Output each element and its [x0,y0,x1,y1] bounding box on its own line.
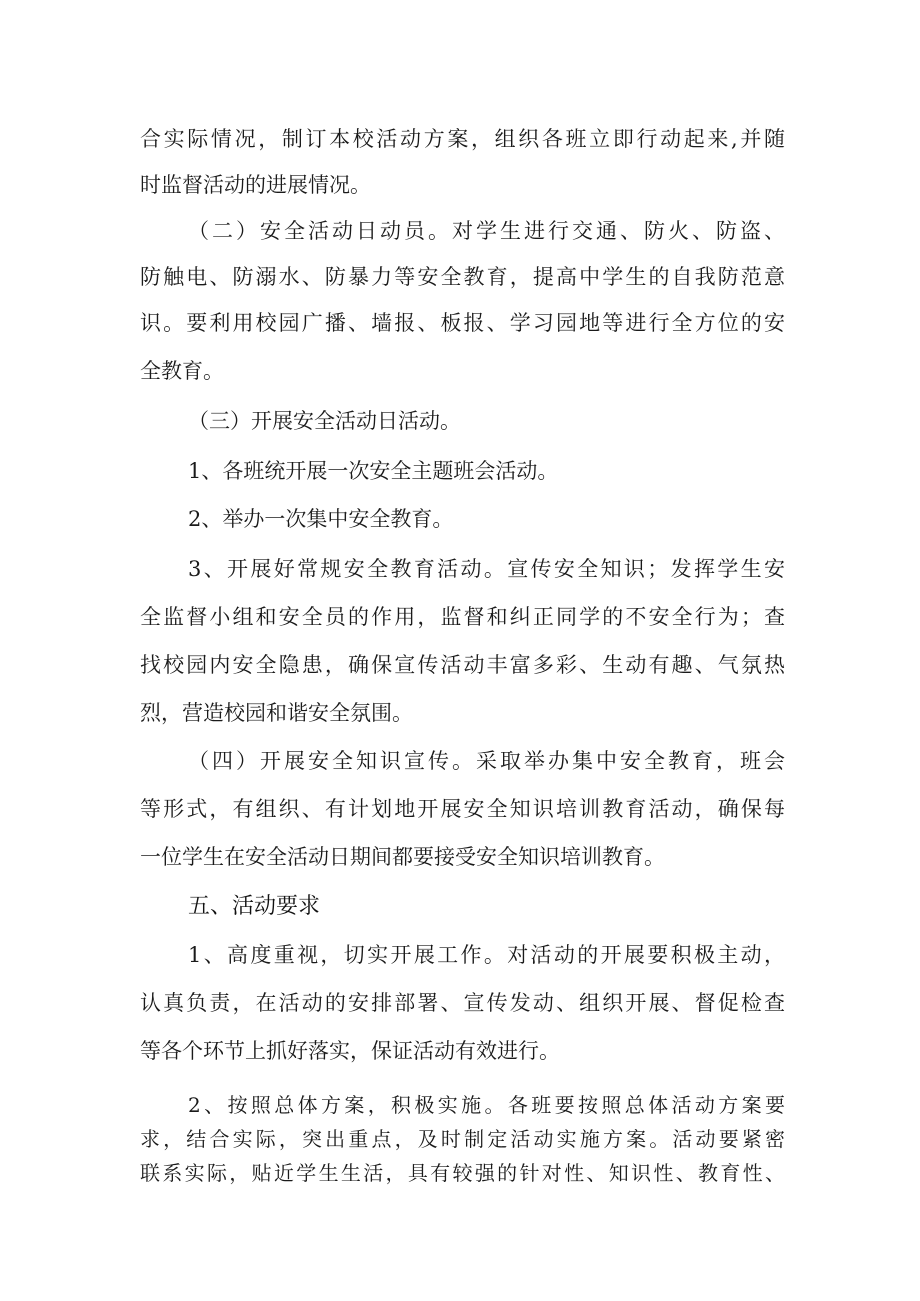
text-line: 求，结合实际，突出重点，及时制定活动实施方案。活动要紧密 [140,1127,785,1151]
text-line: 全教育。 [140,359,224,383]
text-line: 合实际情况，制订本校活动方案，组织各班立即行动起来,并随 [140,127,785,151]
text-line: 1、高度重视，切实开展工作。对活动的开展要积极主动， [188,943,785,967]
text-line: 2、举办一次集中安全教育。 [188,507,454,531]
text-line: 3、开展好常规安全教育活动。宣传安全知识；发挥学生安 [188,557,785,581]
text-line: 等形式，有组织、有计划地开展安全知识培训教育活动，确保每 [140,797,785,821]
text-line: 一位学生在安全活动日期间都要接受安全知识培训教育。 [140,845,665,869]
text-line: 1、各班统开展一次安全主题班会活动。 [188,459,559,483]
text-line: 全监督小组和安全员的作用，监督和纠正同学的不安全行为；查 [140,605,785,629]
text-line: 等各个环节上抓好落实，保证活动有效进行。 [140,1039,560,1063]
text-line: 认真负责，在活动的安排部署、宣传发动、组织开展、督促检查 [140,991,785,1015]
section-heading: 五、活动要求 [188,894,321,919]
text-line: （三）开展安全活动日活动。 [188,409,461,433]
text-line: 识。要利用校园广播、墙报、板报、学习园地等进行全方位的安 [140,311,785,335]
text-line: 找校园内安全隐患，确保宣传活动丰富多彩、生动有趣、气氛热 [140,653,785,677]
text-line: 时监督活动的进展情况。 [140,173,371,197]
text-line: （二）安全活动日动员。对学生进行交通、防火、防盗、 [188,219,785,243]
text-line: 烈，营造校园和谐安全氛围。 [140,701,413,725]
text-line: 联系实际，贴近学生生活，具有较强的针对性、知识性、教育性、 [140,1161,785,1185]
text-line: 防触电、防溺水、防暴力等安全教育，提高中学生的自我防范意 [140,265,785,289]
text-line: 2、按照总体方案，积极实施。各班要按照总体活动方案要 [188,1093,785,1117]
text-line: （四）开展安全知识宣传。采取举办集中安全教育，班会 [188,749,785,773]
